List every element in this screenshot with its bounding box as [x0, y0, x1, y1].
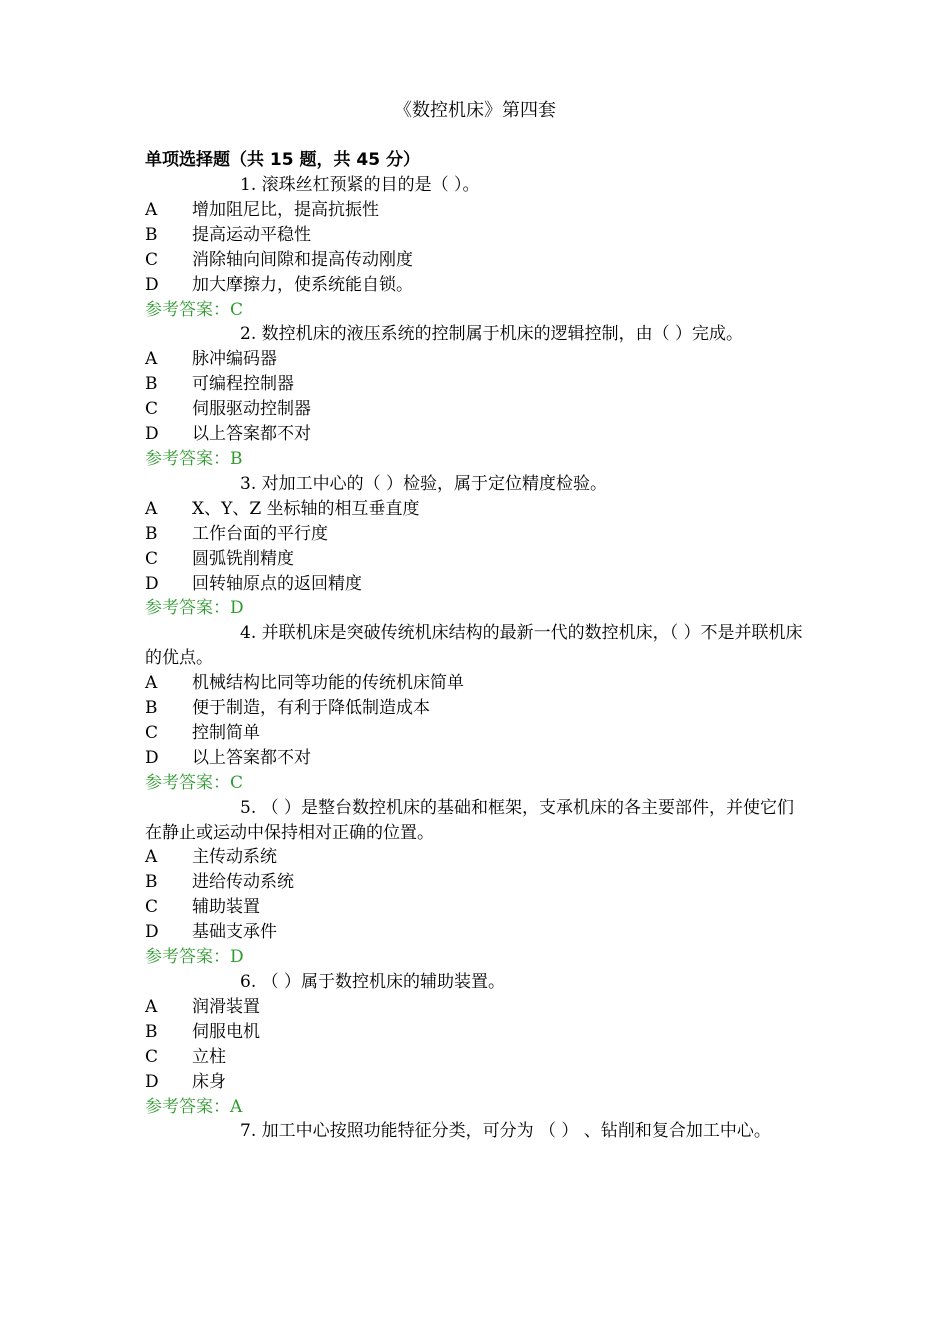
reference-answer: 参考答案：C	[145, 299, 244, 320]
option-text: 消除轴向间隙和提高传动刚度	[192, 249, 413, 270]
option-text: 以上答案都不对	[192, 424, 311, 445]
option-letter: A	[145, 199, 158, 220]
option-row	[145, 547, 805, 572]
option-text: 工作台面的平行度	[192, 523, 328, 544]
option-row	[145, 422, 805, 447]
option-letter: D	[145, 922, 159, 943]
option-letter: D	[145, 1071, 159, 1092]
option-letter: A	[145, 498, 158, 519]
option-text: 辅助装置	[192, 897, 260, 918]
question-item	[145, 621, 805, 795]
question-stem: 6. （ ）属于数控机床的辅助装置。	[240, 972, 506, 992]
option-text: 床身	[192, 1071, 226, 1092]
option-text: 伺服电机	[192, 1021, 260, 1042]
option-row	[145, 522, 805, 547]
option-text: 润滑装置	[192, 996, 260, 1017]
question-stem: 5. （ ）是整台数控机床的基础和框架，支承机床的各主要部件，并使它们在静止或运动中保持相对正确的位置。	[145, 797, 795, 843]
question-item	[145, 970, 805, 1119]
option-letter: B	[145, 374, 158, 395]
option-text: 控制简单	[192, 722, 260, 743]
option-letter: A	[145, 847, 158, 868]
option-row	[145, 1070, 805, 1095]
option-letter: C	[145, 1046, 159, 1067]
option-letter: B	[145, 698, 158, 719]
option-text: 增加阻尼比，提高抗振性	[192, 199, 379, 220]
option-row	[145, 223, 805, 248]
option-row	[145, 845, 805, 870]
option-letter: C	[145, 722, 159, 743]
option-text: 机械结构比同等功能的传统机床简单	[192, 673, 464, 694]
option-row	[145, 572, 805, 597]
question-item	[145, 796, 805, 970]
option-text: 基础支承件	[192, 922, 277, 943]
option-letter: B	[145, 1021, 158, 1042]
option-text: X、Y、Z 坐标轴的相互垂直度	[192, 498, 420, 519]
option-letter: C	[145, 548, 159, 569]
option-text: 进给传动系统	[192, 872, 294, 893]
option-row	[145, 895, 805, 920]
option-row	[145, 397, 805, 422]
option-row	[145, 870, 805, 895]
question-item	[145, 173, 805, 322]
option-row	[145, 995, 805, 1020]
question-item	[145, 1119, 805, 1144]
option-letter: D	[145, 274, 159, 295]
option-text: 可编程控制器	[192, 374, 294, 395]
option-row	[145, 696, 805, 721]
option-letter: D	[145, 747, 159, 768]
reference-answer: 参考答案：D	[145, 598, 244, 619]
option-letter: B	[145, 523, 158, 544]
option-row	[145, 721, 805, 746]
option-text: 以上答案都不对	[192, 747, 311, 768]
question-item	[145, 472, 805, 621]
option-letter: A	[145, 673, 158, 694]
option-text: 加大摩擦力，使系统能自锁。	[192, 274, 413, 295]
question-list	[145, 173, 805, 1144]
option-row	[145, 198, 805, 223]
option-letter: D	[145, 573, 159, 594]
option-row	[145, 347, 805, 372]
section-header: 单项选择题（共 15 题，共 45 分）	[145, 150, 420, 170]
option-text: 回转轴原点的返回精度	[192, 573, 362, 594]
option-row	[145, 248, 805, 273]
question-stem: 3. 对加工中心的（ ）检验，属于定位精度检验。	[240, 473, 608, 494]
reference-answer: 参考答案：D	[145, 947, 244, 968]
option-letter: A	[145, 349, 158, 370]
reference-answer: 参考答案：B	[145, 448, 243, 469]
option-letter: B	[145, 872, 158, 893]
question-stem: 2. 数控机床的液压系统的控制属于机床的逻辑控制，由（ ）完成。	[240, 324, 744, 345]
option-letter: D	[145, 424, 159, 445]
question-stem: 4. 并联机床是突破传统机床结构的最新一代的数控机床，（ ）不是并联机床的优点。	[145, 623, 803, 669]
question-item	[145, 322, 805, 471]
reference-answer: 参考答案：C	[145, 772, 244, 793]
option-letter: C	[145, 399, 159, 420]
option-letter: C	[145, 249, 159, 270]
option-text: 脉冲编码器	[192, 349, 277, 370]
option-letter: C	[145, 897, 159, 918]
option-row	[145, 746, 805, 771]
question-stem: 1. 滚珠丝杠预紧的目的是（ ）。	[240, 175, 480, 195]
option-letter: A	[145, 996, 158, 1017]
option-text: 立柱	[192, 1046, 226, 1067]
option-row	[145, 671, 805, 696]
option-row	[145, 372, 805, 397]
option-text: 主传动系统	[192, 847, 277, 868]
option-row	[145, 273, 805, 298]
option-row	[145, 920, 805, 945]
option-text: 圆弧铣削精度	[192, 548, 294, 569]
option-text: 便于制造，有利于降低制造成本	[192, 698, 430, 719]
document-title: 《数控机床》第四套	[394, 100, 556, 121]
option-text: 伺服驱动控制器	[192, 399, 311, 420]
question-stem: 7. 加工中心按照功能特征分类，可分为 （ ） 、钻削和复合加工中心。	[240, 1121, 771, 1142]
option-row	[145, 1020, 805, 1045]
option-row	[145, 497, 805, 522]
option-row	[145, 1045, 805, 1070]
option-letter: B	[145, 224, 158, 245]
option-text: 提高运动平稳性	[192, 224, 311, 245]
reference-answer: 参考答案：A	[145, 1096, 243, 1117]
